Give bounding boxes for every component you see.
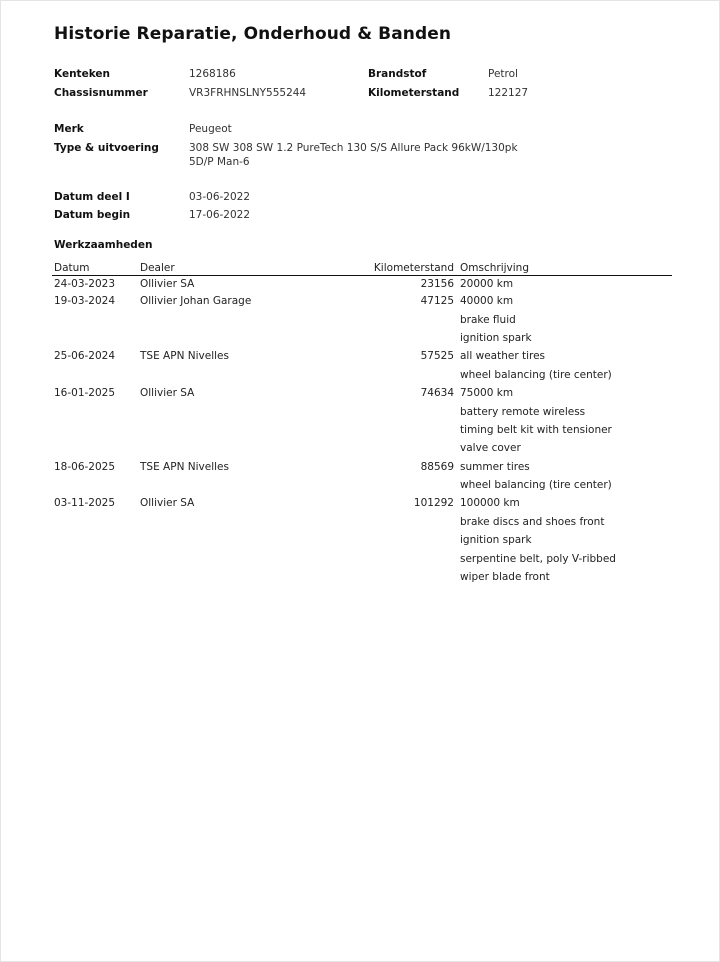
cell-datum: 03-11-2025 (54, 497, 116, 510)
cell-omschrijving: all weather tires (460, 350, 546, 363)
cell-omschrijving: brake fluid (460, 313, 516, 326)
kilometerstand-label: Kilometerstand (368, 87, 460, 99)
cell-dealer (138, 568, 360, 586)
kenteken-label: Kenteken (54, 68, 110, 80)
cell-omschrijving: brake discs and shoes front (460, 515, 605, 528)
cell-omschrijving: 20000 km (460, 278, 514, 290)
table-row (52, 421, 672, 439)
cell-dealer (138, 329, 360, 347)
cell-kilometerstand (360, 439, 458, 457)
cell-dealer: TSE APN Nivelles (140, 350, 229, 363)
cell-dealer (138, 513, 360, 531)
type-value-line1: 308 SW 308 SW 1.2 PureTech 130 S/S Allure Pack 96kW/130pk (189, 142, 518, 154)
table-header-row (52, 261, 672, 276)
cell-datum (52, 329, 138, 347)
kilometerstand-value: 122127 (488, 87, 529, 99)
table-row (52, 402, 672, 420)
werkzaamheden-heading: Werkzaamheden (54, 239, 153, 251)
chassis-label: Chassisnummer (54, 87, 148, 99)
cell-datum (52, 402, 138, 420)
type-value-line2: 5D/P Man-6 (189, 156, 250, 168)
cell-omschrijving: wheel balancing (tire center) (460, 479, 612, 492)
work-history-table (52, 261, 672, 586)
cell-omschrijving: wiper blade front (460, 571, 550, 584)
cell-kilometerstand (360, 513, 458, 531)
cell-datum (52, 549, 138, 567)
cell-dealer: Ollivier Johan Garage (140, 295, 252, 308)
datum-begin-label: Datum begin (54, 209, 131, 221)
cell-datum: 19-03-2024 (54, 295, 116, 308)
cell-datum: 25-06-2024 (54, 350, 116, 363)
table-row (52, 476, 672, 494)
cell-kilometerstand: 47125 (420, 295, 454, 308)
cell-kilometerstand (360, 421, 458, 439)
cell-kilometerstand (360, 568, 458, 586)
brandstof-value: Petrol (488, 68, 518, 80)
cell-datum (52, 531, 138, 549)
cell-omschrijving: 100000 km (460, 497, 520, 510)
cell-datum (52, 310, 138, 328)
cell-kilometerstand (360, 531, 458, 549)
table-row (52, 347, 672, 365)
cell-omschrijving: 75000 km (460, 387, 514, 400)
table-row (52, 276, 672, 293)
datum-deel-label: Datum deel I (54, 191, 130, 203)
cell-datum: 18-06-2025 (54, 460, 116, 473)
table-row (52, 458, 672, 476)
cell-kilometerstand: 101292 (413, 497, 454, 510)
cell-kilometerstand (360, 329, 458, 347)
cell-dealer: Ollivier SA (140, 278, 195, 290)
datum-begin-value: 17-06-2022 (189, 209, 251, 221)
cell-dealer (138, 531, 360, 549)
cell-kilometerstand: 88569 (420, 460, 454, 473)
table-row (52, 568, 672, 586)
cell-omschrijving: ignition spark (460, 331, 532, 344)
type-label: Type & uitvoering (54, 142, 159, 154)
cell-dealer (138, 421, 360, 439)
cell-dealer (138, 439, 360, 457)
table-row (52, 292, 672, 310)
cell-kilometerstand: 23156 (420, 278, 454, 290)
cell-dealer: TSE APN Nivelles (140, 460, 229, 473)
cell-dealer (138, 476, 360, 494)
cell-omschrijving: wheel balancing (tire center) (460, 368, 612, 381)
chassis-value: VR3FRHNSLNY555244 (189, 87, 307, 99)
cell-dealer (138, 402, 360, 420)
cell-omschrijving: battery remote wireless (460, 405, 586, 418)
cell-kilometerstand: 74634 (420, 387, 454, 400)
cell-datum (52, 439, 138, 457)
cell-datum: 24-03-2023 (54, 278, 116, 290)
header-omschrijving: Omschrijving (458, 261, 672, 276)
cell-omschrijving: summer tires (460, 460, 530, 473)
cell-dealer: Ollivier SA (140, 387, 195, 400)
header-kilometerstand: Kilometerstand (360, 261, 458, 276)
cell-dealer (138, 310, 360, 328)
cell-omschrijving: valve cover (460, 442, 521, 455)
brandstof-label: Brandstof (368, 68, 427, 80)
cell-kilometerstand (360, 402, 458, 420)
cell-kilometerstand (360, 310, 458, 328)
cell-kilometerstand: 57525 (420, 350, 454, 363)
cell-datum: 16-01-2025 (54, 387, 116, 400)
table-row (52, 329, 672, 347)
table-row (52, 513, 672, 531)
header-datum: Datum (52, 261, 138, 276)
cell-datum (52, 366, 138, 384)
cell-kilometerstand (360, 549, 458, 567)
datum-deel-value: 03-06-2022 (189, 191, 251, 203)
document-title: Historie Reparatie, Onderhoud & Banden (54, 24, 452, 44)
cell-kilometerstand (360, 366, 458, 384)
table-row (52, 384, 672, 402)
kenteken-value: 1268186 (189, 68, 236, 80)
cell-datum (52, 476, 138, 494)
cell-dealer (138, 549, 360, 567)
merk-value: Peugeot (189, 123, 232, 135)
cell-omschrijving: ignition spark (460, 534, 532, 547)
table-row (52, 549, 672, 567)
cell-kilometerstand (360, 476, 458, 494)
cell-omschrijving: serpentine belt, poly V-ribbed (460, 552, 616, 565)
cell-omschrijving: 40000 km (460, 295, 514, 308)
header-dealer: Dealer (138, 261, 360, 276)
table-row (52, 531, 672, 549)
cell-dealer: Ollivier SA (140, 497, 195, 510)
table-row (52, 439, 672, 457)
table-row (52, 494, 672, 512)
cell-omschrijving: timing belt kit with tensioner (460, 423, 612, 436)
table-row (52, 310, 672, 328)
cell-datum (52, 421, 138, 439)
cell-datum (52, 513, 138, 531)
cell-datum (52, 568, 138, 586)
table-row (52, 366, 672, 384)
cell-dealer (138, 366, 360, 384)
merk-label: Merk (54, 123, 84, 135)
